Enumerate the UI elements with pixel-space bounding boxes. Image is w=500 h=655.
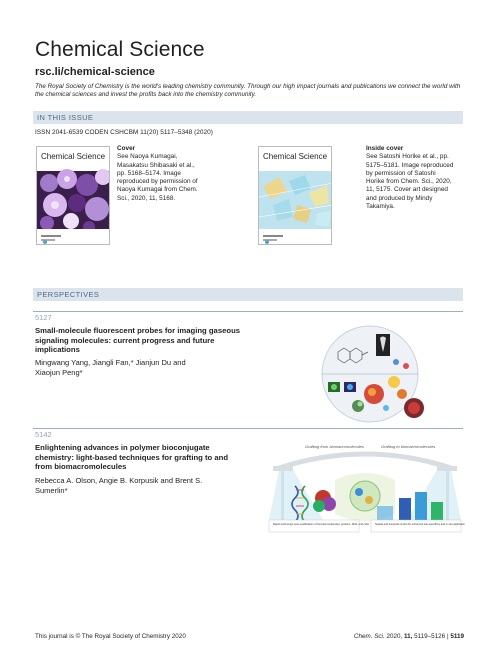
article-divider bbox=[33, 311, 463, 312]
inside-cover-text: See Satoshi Horike et al., pp. 5175–5181. Image reproduced by permission of Satoshi Horike from Chem. Sci., 2020, 11, 5175. Cover art designed and produced by Mindy Takamiya. bbox=[366, 153, 454, 211]
graphic-left-caption: Rapid and benign post-modification of biomacromolecules: proteins, DNA, and cells bbox=[273, 523, 369, 526]
footer-pages: 5119–5126 bbox=[414, 633, 446, 640]
article-graphic-probes bbox=[298, 322, 438, 427]
in-this-issue-label: IN THIS ISSUE bbox=[37, 113, 94, 122]
footer-year: 2020, bbox=[386, 633, 403, 640]
article-graphic-bioconjugate bbox=[265, 440, 465, 536]
front-cover-thumb-title-1: Chemical Science bbox=[41, 152, 106, 161]
article-authors: Mingwang Yang, Jiangli Fan,* Jianjun Du and Xiaojun Peng* bbox=[35, 358, 186, 377]
perspectives-bar bbox=[33, 288, 463, 301]
front-cover-image[interactable] bbox=[36, 146, 110, 245]
inside-cover-thumb-title: Chemical Science bbox=[263, 152, 328, 161]
article-title[interactable]: Small-molecule fluorescent probes for imaging gaseous signaling molecules: current progress and future implications bbox=[35, 326, 241, 355]
front-cover-text: See Naoya Kumagai, Masakatsu Shibasaki et al., pp. 5168–5174. Image reproduced by permission of Naoya Kumagai from Chem. Sci., 2020, 11, 5168. bbox=[117, 153, 198, 202]
inside-cover-image[interactable] bbox=[258, 146, 332, 245]
front-cover-caption bbox=[117, 145, 205, 203]
article-divider bbox=[33, 428, 463, 429]
inside-cover-heading: Inside cover bbox=[366, 145, 404, 152]
front-cover-heading: Cover bbox=[117, 145, 136, 152]
footer-citation bbox=[354, 633, 464, 640]
issn-line: ISSN 2041-6539 CODEN CSHCBM 11(20) 5117–5348 (2020) bbox=[35, 129, 213, 136]
footer-journal-abbrev: Chem. Sci. bbox=[353, 633, 385, 640]
journal-url[interactable]: rsc.li/chemical-science bbox=[35, 66, 155, 78]
graphic-right-caption: Spatial and temporal control for enhanced site-specificity and in situ applications bbox=[375, 523, 465, 526]
perspectives-label: PERSPECTIVES bbox=[37, 290, 100, 299]
article-page-number[interactable]: 5142 bbox=[35, 430, 52, 439]
journal-title: Chemical Science bbox=[35, 38, 205, 61]
graphic-left-label: Grafting from biomacromolecules bbox=[305, 444, 364, 449]
article-authors: Rebecca A. Olson, Angie B. Korpusik and Brent S. Sumerlin* bbox=[35, 476, 203, 495]
journal-blurb: The Royal Society of Chemistry is the world's leading chemistry community. Through our high impact journals and publications we connect the world with the chemical sciences and invest the profits back into the chemistry community. bbox=[35, 83, 461, 99]
in-this-issue-bar bbox=[33, 111, 463, 124]
inside-cover-caption bbox=[366, 145, 454, 211]
graphic-right-label: Grafting to biomacromolecules bbox=[381, 444, 436, 449]
footer-volume: 11, bbox=[403, 633, 413, 640]
footer-page-number: 5119 bbox=[450, 633, 464, 640]
footer-separator: | bbox=[446, 633, 449, 640]
article-page-number[interactable]: 5127 bbox=[35, 313, 52, 322]
footer-copyright: This journal is © The Royal Society of Chemistry 2020 bbox=[35, 633, 186, 640]
article-title[interactable]: Enlightening advances in polymer bioconjugate chemistry: light-based techniques for grafting to and from biomacromolecules bbox=[35, 443, 229, 472]
